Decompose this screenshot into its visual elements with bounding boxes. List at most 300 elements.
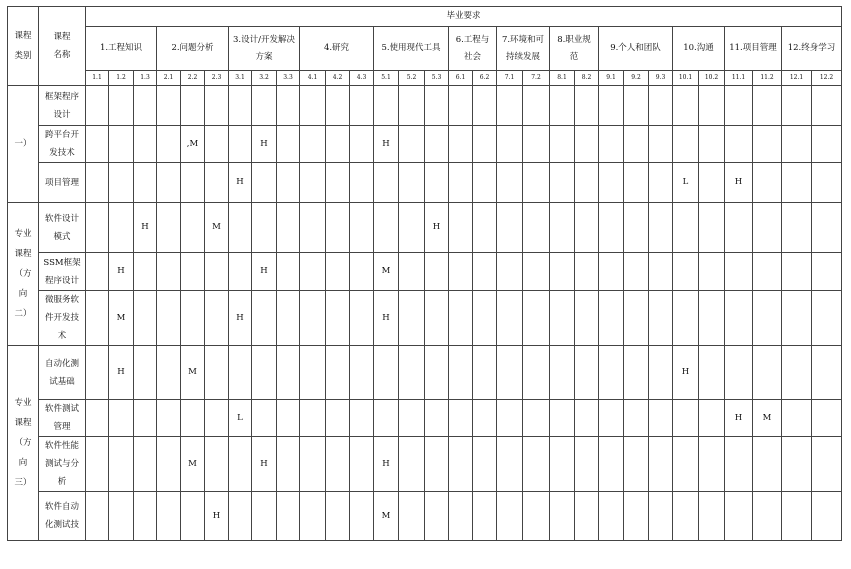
sub-requirement-header: 5.2 [399,71,425,86]
table-row [8,291,842,346]
support-level-cell [673,291,699,346]
sub-requirement-header: 10.2 [699,71,725,86]
support-level-cell: L [229,400,252,437]
support-level-cell [300,346,326,400]
support-level-cell [725,291,753,346]
sub-requirement-header: 1.2 [109,71,134,86]
support-level-cell [782,253,812,291]
support-level-cell [624,346,649,400]
support-level-cell [699,253,725,291]
sub-requirement-header: 8.2 [575,71,599,86]
requirement-group-header: 6.工程与 社会 [449,27,497,71]
support-level-cell [575,437,599,492]
support-level-cell [205,400,229,437]
support-level-cell [229,346,252,400]
support-level-cell [497,346,523,400]
support-level-cell [399,437,425,492]
support-level-cell [374,203,399,253]
support-level-cell [599,86,624,126]
support-level-cell [782,126,812,163]
support-level-cell [86,203,109,253]
support-level-cell [300,86,326,126]
support-level-cell [550,253,575,291]
support-level-cell [134,291,157,346]
support-level-cell [624,163,649,203]
support-level-cell [374,346,399,400]
sub-requirement-header: 4.3 [350,71,374,86]
sub-requirement-header: 6.1 [449,71,473,86]
sub-requirement-header: 4.1 [300,71,326,86]
support-level-cell [473,126,497,163]
support-level-cell [181,253,205,291]
requirement-group-header: 8.职业规 范 [550,27,599,71]
requirement-group-header: 10.沟通 [673,27,725,71]
support-level-cell [699,163,725,203]
sub-requirement-header: 7.1 [497,71,523,86]
support-level-cell [575,492,599,541]
graduation-requirements-matrix [7,6,842,541]
sub-requirement-header: 9.2 [624,71,649,86]
support-level-cell [699,126,725,163]
support-level-cell [300,400,326,437]
support-level-cell [449,346,473,400]
support-level-cell [449,400,473,437]
support-level-cell [473,86,497,126]
support-level-cell: H [252,126,277,163]
sub-requirement-header: 1.3 [134,71,157,86]
support-level-cell [300,126,326,163]
support-level-cell [812,253,842,291]
support-level-cell [550,437,575,492]
support-level-cell [205,163,229,203]
support-level-cell [782,437,812,492]
support-level-cell [782,163,812,203]
support-level-cell [599,126,624,163]
support-level-cell [550,126,575,163]
support-level-cell [523,492,550,541]
table-row [8,253,842,291]
support-level-cell [550,203,575,253]
course-category: 一） [8,86,39,203]
support-level-cell [473,253,497,291]
sub-requirement-header: 5.3 [425,71,449,86]
support-level-cell [725,492,753,541]
support-level-cell [753,86,782,126]
course-name: 软件设计 模式 [39,203,86,253]
support-level-cell: H [109,346,134,400]
support-level-cell [326,346,350,400]
support-level-cell: H [109,253,134,291]
support-level-cell [109,126,134,163]
support-level-cell [300,437,326,492]
support-level-cell [725,253,753,291]
course-name: 自动化测 试基础 [39,346,86,400]
support-level-cell [699,400,725,437]
support-level-cell [753,163,782,203]
course-name: 软件自动 化测试技 [39,492,86,541]
support-level-cell: M [109,291,134,346]
support-level-cell [181,203,205,253]
requirement-group-header: 3.设计/开发解决 方案 [229,27,300,71]
sub-requirement-header: 11.1 [725,71,753,86]
support-level-cell [473,291,497,346]
support-level-cell [812,86,842,126]
support-level-cell [350,291,374,346]
support-level-cell [181,163,205,203]
support-level-cell [673,203,699,253]
support-level-cell: H [205,492,229,541]
support-level-cell [649,126,673,163]
support-level-cell [109,86,134,126]
support-level-cell [86,346,109,400]
support-level-cell [649,291,673,346]
support-level-cell [673,253,699,291]
support-level-cell [205,437,229,492]
support-level-cell [753,203,782,253]
support-level-cell [550,86,575,126]
support-level-cell [181,492,205,541]
support-level-cell [86,253,109,291]
support-level-cell [134,86,157,126]
sub-requirement-header: 12.1 [782,71,812,86]
support-level-cell [473,203,497,253]
support-level-cell [725,346,753,400]
table-row [8,400,842,437]
support-level-cell [812,163,842,203]
support-level-cell [599,346,624,400]
support-level-cell [252,163,277,203]
support-level-cell [673,492,699,541]
support-level-cell [300,203,326,253]
support-level-cell [134,492,157,541]
support-level-cell [425,437,449,492]
sub-requirement-header: 1.1 [86,71,109,86]
support-level-cell [326,291,350,346]
support-level-cell [575,163,599,203]
support-level-cell [812,346,842,400]
support-level-cell [550,291,575,346]
support-level-cell [523,346,550,400]
support-level-cell [523,203,550,253]
support-level-cell [181,86,205,126]
sub-requirement-header: 12.2 [812,71,842,86]
support-level-cell [109,203,134,253]
requirement-group-header: 5.使用现代工具 [374,27,449,71]
support-level-cell [624,400,649,437]
support-level-cell [725,126,753,163]
support-level-cell [86,163,109,203]
support-level-cell [399,400,425,437]
support-level-cell [229,437,252,492]
support-level-cell [599,203,624,253]
support-level-cell [725,437,753,492]
support-level-cell [425,86,449,126]
support-level-cell [523,400,550,437]
course-name: 微服务软 件开发技 术 [39,291,86,346]
support-level-cell [157,126,181,163]
sub-requirement-header: 2.1 [157,71,181,86]
support-level-cell [624,86,649,126]
support-level-cell [205,86,229,126]
support-level-cell [109,163,134,203]
support-level-cell [157,400,181,437]
support-level-cell [649,203,673,253]
support-level-cell [86,437,109,492]
support-level-cell: M [374,492,399,541]
support-level-cell [86,492,109,541]
support-level-cell [350,86,374,126]
support-level-cell [699,203,725,253]
table-row [8,126,842,163]
support-level-cell [181,400,205,437]
sub-requirement-header: 10.1 [673,71,699,86]
support-level-cell [624,253,649,291]
support-level-cell [157,437,181,492]
table-row [8,86,842,126]
support-level-cell [497,86,523,126]
support-level-cell [497,437,523,492]
support-level-cell [699,492,725,541]
support-level-cell: H [229,291,252,346]
support-level-cell [109,400,134,437]
support-level-cell [350,203,374,253]
support-level-cell [497,400,523,437]
support-level-cell [252,203,277,253]
support-level-cell [109,492,134,541]
support-level-cell [157,253,181,291]
support-level-cell: H [725,400,753,437]
course-category: 专业 课程 （方 向 三） [8,346,39,541]
support-level-cell [425,346,449,400]
support-level-cell: L [673,163,699,203]
support-level-cell [277,253,300,291]
support-level-cell [624,203,649,253]
support-level-cell [252,346,277,400]
support-level-cell [277,203,300,253]
table-row [8,492,842,541]
support-level-cell [86,126,109,163]
support-level-cell: H [673,346,699,400]
support-level-cell: M [181,346,205,400]
support-level-cell [374,86,399,126]
sub-requirement-header: 9.1 [599,71,624,86]
support-level-cell [449,203,473,253]
support-level-cell [252,291,277,346]
support-level-cell [326,492,350,541]
support-level-cell [523,163,550,203]
support-level-cell [205,126,229,163]
support-level-cell: H [134,203,157,253]
support-level-cell [326,203,350,253]
support-level-cell [812,400,842,437]
support-level-cell [497,126,523,163]
support-level-cell: H [229,163,252,203]
table-row [8,163,842,203]
support-level-cell [229,253,252,291]
support-level-cell [350,126,374,163]
support-level-cell [782,346,812,400]
support-level-cell [449,86,473,126]
sub-requirement-header: 3.3 [277,71,300,86]
support-level-cell [134,400,157,437]
support-level-cell [205,346,229,400]
support-level-cell: ,M [181,126,205,163]
support-level-cell [449,291,473,346]
support-level-cell: H [374,291,399,346]
support-level-cell [399,291,425,346]
support-level-cell [399,86,425,126]
requirement-group-header: 9.个人和团队 [599,27,673,71]
support-level-cell [229,86,252,126]
support-level-cell [449,492,473,541]
support-level-cell [86,86,109,126]
sub-requirement-header: 2.2 [181,71,205,86]
support-level-cell [300,253,326,291]
support-level-cell [473,346,497,400]
support-level-cell [782,291,812,346]
support-level-cell [252,400,277,437]
support-level-cell [575,126,599,163]
support-level-cell [599,291,624,346]
support-level-cell [699,346,725,400]
course-name: 软件性能 测试与分 析 [39,437,86,492]
support-level-cell [326,163,350,203]
support-level-cell [550,400,575,437]
support-level-cell [649,400,673,437]
support-level-cell: M [181,437,205,492]
support-level-cell [326,400,350,437]
support-level-cell [229,203,252,253]
support-level-cell [673,126,699,163]
support-level-cell [649,437,673,492]
support-level-cell [575,291,599,346]
support-level-cell [673,400,699,437]
support-level-cell [350,492,374,541]
support-level-cell [649,86,673,126]
category-column-header: 课程 类别 [8,7,39,86]
support-level-cell [599,492,624,541]
support-level-cell [374,163,399,203]
support-level-cell: M [374,253,399,291]
support-level-cell [350,400,374,437]
support-level-cell: H [374,126,399,163]
course-category: 专业 课程 （方 向 二） [8,203,39,346]
support-level-cell [425,492,449,541]
support-level-cell [523,253,550,291]
course-name: 框架程序 设计 [39,86,86,126]
support-level-cell [425,253,449,291]
course-name-column-header: 课程 名称 [39,7,86,86]
support-level-cell [350,437,374,492]
support-level-cell [326,86,350,126]
support-level-cell [497,291,523,346]
requirement-group-header: 2.问题分析 [157,27,229,71]
support-level-cell [109,437,134,492]
support-level-cell [649,253,673,291]
support-level-cell [350,346,374,400]
support-level-cell: M [205,203,229,253]
support-level-cell [300,492,326,541]
requirements-title: 毕业要求 [86,7,842,27]
support-level-cell [523,291,550,346]
support-level-cell [399,492,425,541]
support-level-cell [699,86,725,126]
support-level-cell [134,163,157,203]
support-level-cell [753,492,782,541]
requirement-group-header: 4.研究 [300,27,374,71]
support-level-cell [550,492,575,541]
support-level-cell [812,437,842,492]
sub-requirement-header: 4.2 [326,71,350,86]
support-level-cell [449,437,473,492]
support-level-cell [277,492,300,541]
support-level-cell [350,253,374,291]
support-level-cell [812,126,842,163]
table-row [8,203,842,253]
support-level-cell [812,492,842,541]
support-level-cell [399,163,425,203]
support-level-cell [157,492,181,541]
support-level-cell [449,163,473,203]
support-level-cell [300,163,326,203]
support-level-cell [523,86,550,126]
support-level-cell [725,203,753,253]
support-level-cell [326,126,350,163]
course-name: 跨平台开 发技术 [39,126,86,163]
support-level-cell [134,346,157,400]
support-level-cell [624,492,649,541]
support-level-cell [782,400,812,437]
support-level-cell [229,126,252,163]
support-level-cell [624,291,649,346]
support-level-cell [699,437,725,492]
requirement-group-header: 1.工程知识 [86,27,157,71]
support-level-cell [497,203,523,253]
support-level-cell [134,126,157,163]
support-level-cell [523,126,550,163]
support-level-cell [425,126,449,163]
support-level-cell [205,291,229,346]
support-level-cell [575,86,599,126]
support-level-cell [277,291,300,346]
support-level-cell [599,253,624,291]
table-row [8,346,842,400]
support-level-cell [812,291,842,346]
support-level-cell [449,126,473,163]
table-row [8,437,842,492]
support-level-cell [473,163,497,203]
support-level-cell [550,346,575,400]
support-level-cell [350,163,374,203]
support-level-cell [399,203,425,253]
support-level-cell [86,291,109,346]
support-level-cell [753,437,782,492]
support-level-cell [550,163,575,203]
course-name: SSM框架 程序设计 [39,253,86,291]
support-level-cell [157,86,181,126]
support-level-cell [649,163,673,203]
requirement-group-header: 7.环境和可 持续发展 [497,27,550,71]
support-level-cell [575,253,599,291]
support-level-cell [699,291,725,346]
support-level-cell [399,253,425,291]
support-level-cell [624,126,649,163]
support-level-cell [497,163,523,203]
support-level-cell [86,400,109,437]
support-level-cell: H [374,437,399,492]
support-level-cell [753,291,782,346]
support-level-cell [277,126,300,163]
